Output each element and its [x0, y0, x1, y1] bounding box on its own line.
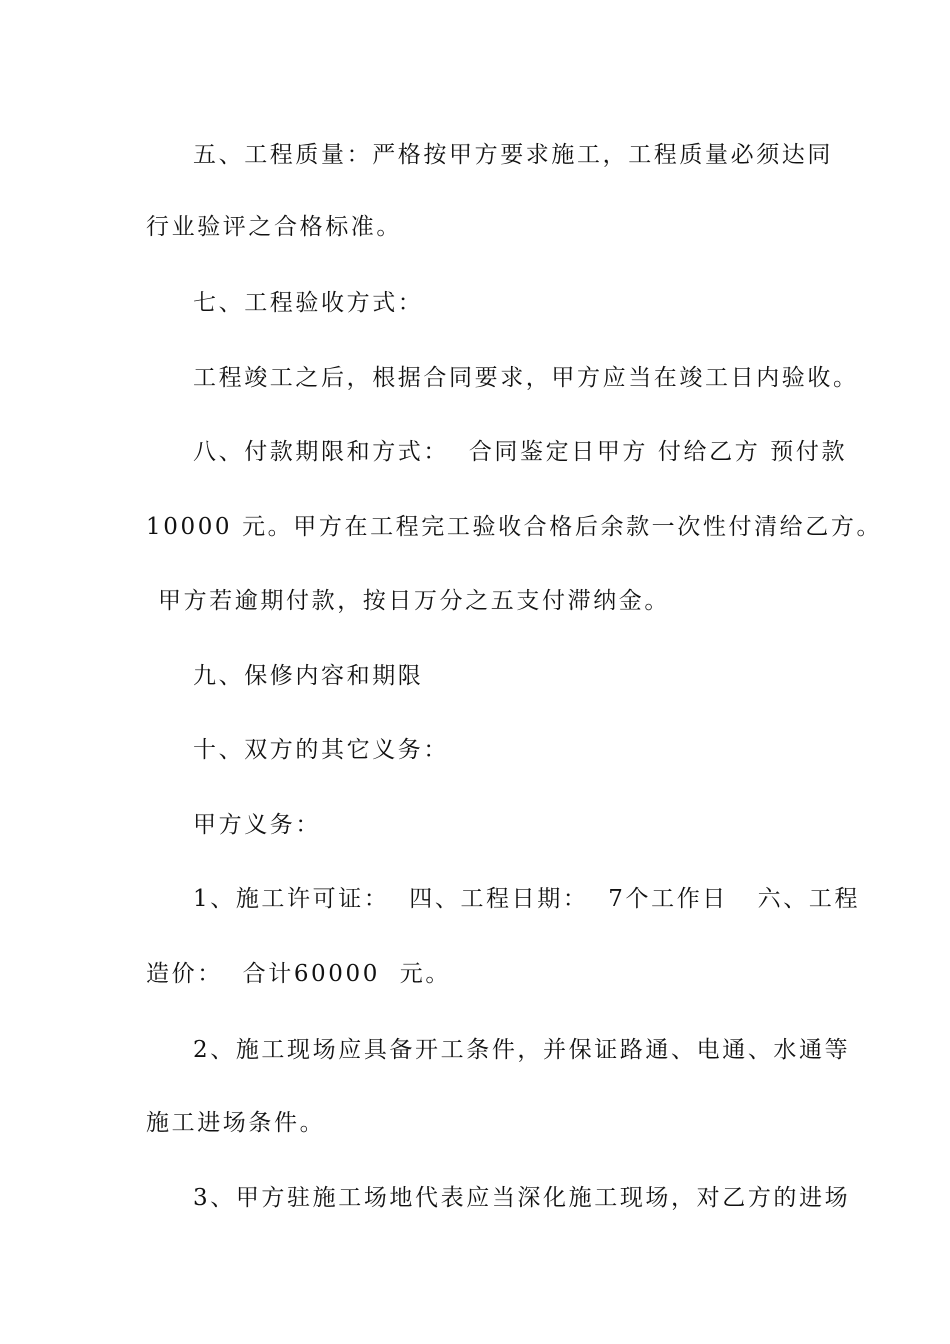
duty-3-line-1: 3、甲方驻施工场地代表应当深化施工现场，对乙方的进场	[193, 1185, 851, 1211]
clause-5-line-2: 行业验评之合格标准。	[146, 214, 402, 240]
clause-7-heading: 七、工程验收方式：	[193, 290, 424, 316]
duty-1-line-1: 1、施工许可证： 四、工程日期： 7个工作日 六、工程	[193, 886, 861, 912]
party-a-duties-heading: 甲方义务：	[193, 812, 321, 838]
clause-10-heading: 十、双方的其它义务：	[193, 737, 449, 763]
clause-8-line-3: 甲方若逾期付款，按日万分之五支付滞纳金。	[158, 588, 670, 614]
clause-8-line-1: 八、付款期限和方式： 合同鉴定日甲方 付给乙方 预付款	[193, 439, 848, 465]
clause-9-heading: 九、保修内容和期限	[193, 663, 424, 689]
clause-7-body: 工程竣工之后，根据合同要求，甲方应当在竣工日内验收。	[193, 365, 859, 391]
clause-5-line-1: 五、工程质量：严格按甲方要求施工，工程质量必须达同	[193, 142, 833, 168]
duty-1-line-2: 造价： 合计60000 元。	[146, 961, 452, 987]
duty-2-line-1: 2、施工现场应具备开工条件，并保证路通、电通、水通等	[193, 1037, 851, 1063]
duty-2-line-2: 施工进场条件。	[146, 1110, 326, 1136]
clause-8-line-2: 10000 元。甲方在工程完工验收合格后余款一次性付清给乙方。	[146, 514, 883, 540]
